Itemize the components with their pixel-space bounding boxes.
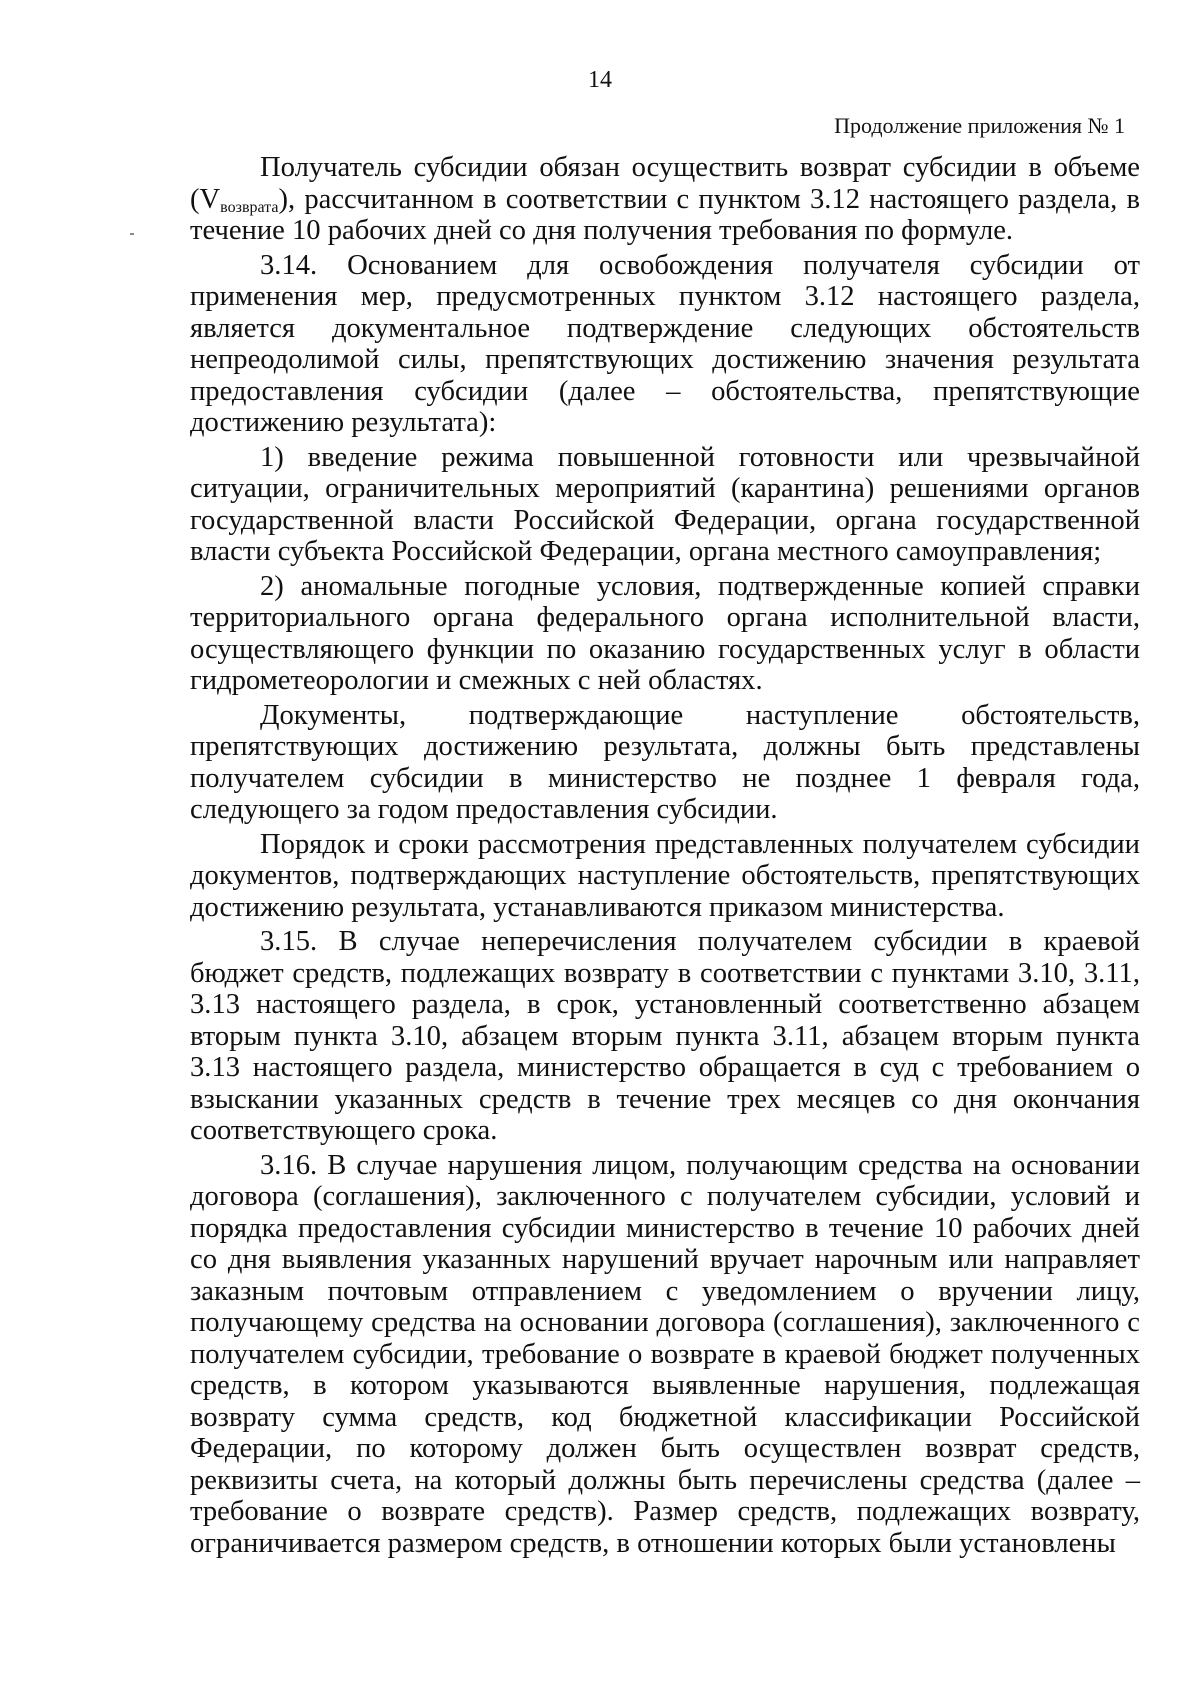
scan-speck	[130, 233, 134, 235]
list-item-2: 2) аномальные погодные условия, подтвержденные копией справки территориального органа федерального органа исполнительной власти, осуществляющего функции по оказанию государственных услуг в области гидрометеорологии и смежных с ней областях.	[190, 570, 1140, 696]
paragraph-return-obligation	[190, 152, 1140, 247]
paragraph-3-14: 3.14. Основанием для освобождения получателя субсидии от применения мер, предусмотренных пунктом 3.12 настоящего раздела, является документальное подтверждение следующих обстоятельств непреодолимой силы, препятствующих достижению значения результата предоставления субсидии (далее – обстоятельства, препятствующие достижению результата):	[190, 249, 1140, 438]
paragraph-3-16: 3.16. В случае нарушения лицом, получающим средства на основании договора (соглашения), заключенного с получателем субсидии, условий и порядка предоставления субсидии министерство в течение 10 рабочих дней со дня выявления указанных нарушений вручает нарочным или направляет заказным почтовым отправлением с уведомлением о вручении лицу, получающему средства на основании договора (соглашения), заключенного с получателем субсидии, требование о возврате в краевой бюджет полученных средств, в котором указываются выявленные нарушения, подлежащая возврату сумма средств, код бюджетной классификации Российской Федерации, по которому должен быть осуществлен возврат средств, реквизиты счета, на который должны быть перечислены средства (далее – требование о возврате средств). Размер средств, подлежащих возврату, ограничивается размером средств, в отношении которых были установлены	[190, 1149, 1140, 1559]
appendix-continuation-label: Продолжение приложения № 1	[834, 113, 1125, 138]
document-body	[190, 152, 1140, 1562]
paragraph-text: ), рассчитанном в соответствии с пунктом 3.12 настоящего раздела, в течение 10 рабочих дней со дня получения требования по формуле.	[190, 183, 1140, 246]
list-item-1: 1) введение режима повышенной готовности или чрезвычайной ситуации, ограничительных мероприятий (карантина) решениями органов государственной власти Российской Федерации, органа государственной власти субъекта Российской Федерации, органа местного самоуправления;	[190, 441, 1140, 567]
paragraph-3-15: 3.15. В случае неперечисления получателем субсидии в краевой бюджет средств, подлежащих возврату в соответствии с пунктами 3.10, 3.11, 3.13 настоящего раздела, в срок, установленный соответственно абзацем вторым пункта 3.10, абзацем вторым пункта 3.11, абзацем вторым пункта 3.13 настоящего раздела, министерство обращается в суд с требованием о взыскании указанных средств в течение трех месяцев со дня окончания соответствующего срока.	[190, 926, 1140, 1146]
page-number: 14	[588, 67, 612, 93]
paragraph-text: Получатель субсидии обязан осуществить возврат субсидии в объеме (V	[190, 152, 1140, 215]
paragraph-documents: Документы, подтверждающие наступление обстоятельств, препятствующих достижению результата, должны быть представлены получателем субсидии в министерство не позднее 1 февраля года, следующего за годом предоставления субсидии.	[190, 699, 1140, 825]
subscript-text: возврата	[220, 198, 279, 216]
paragraph-review-procedure: Порядок и сроки рассмотрения представленных получателем субсидии документов, подтверждающих наступление обстоятельств, препятствующих достижению результата, устанавливаются приказом министерства.	[190, 828, 1140, 923]
